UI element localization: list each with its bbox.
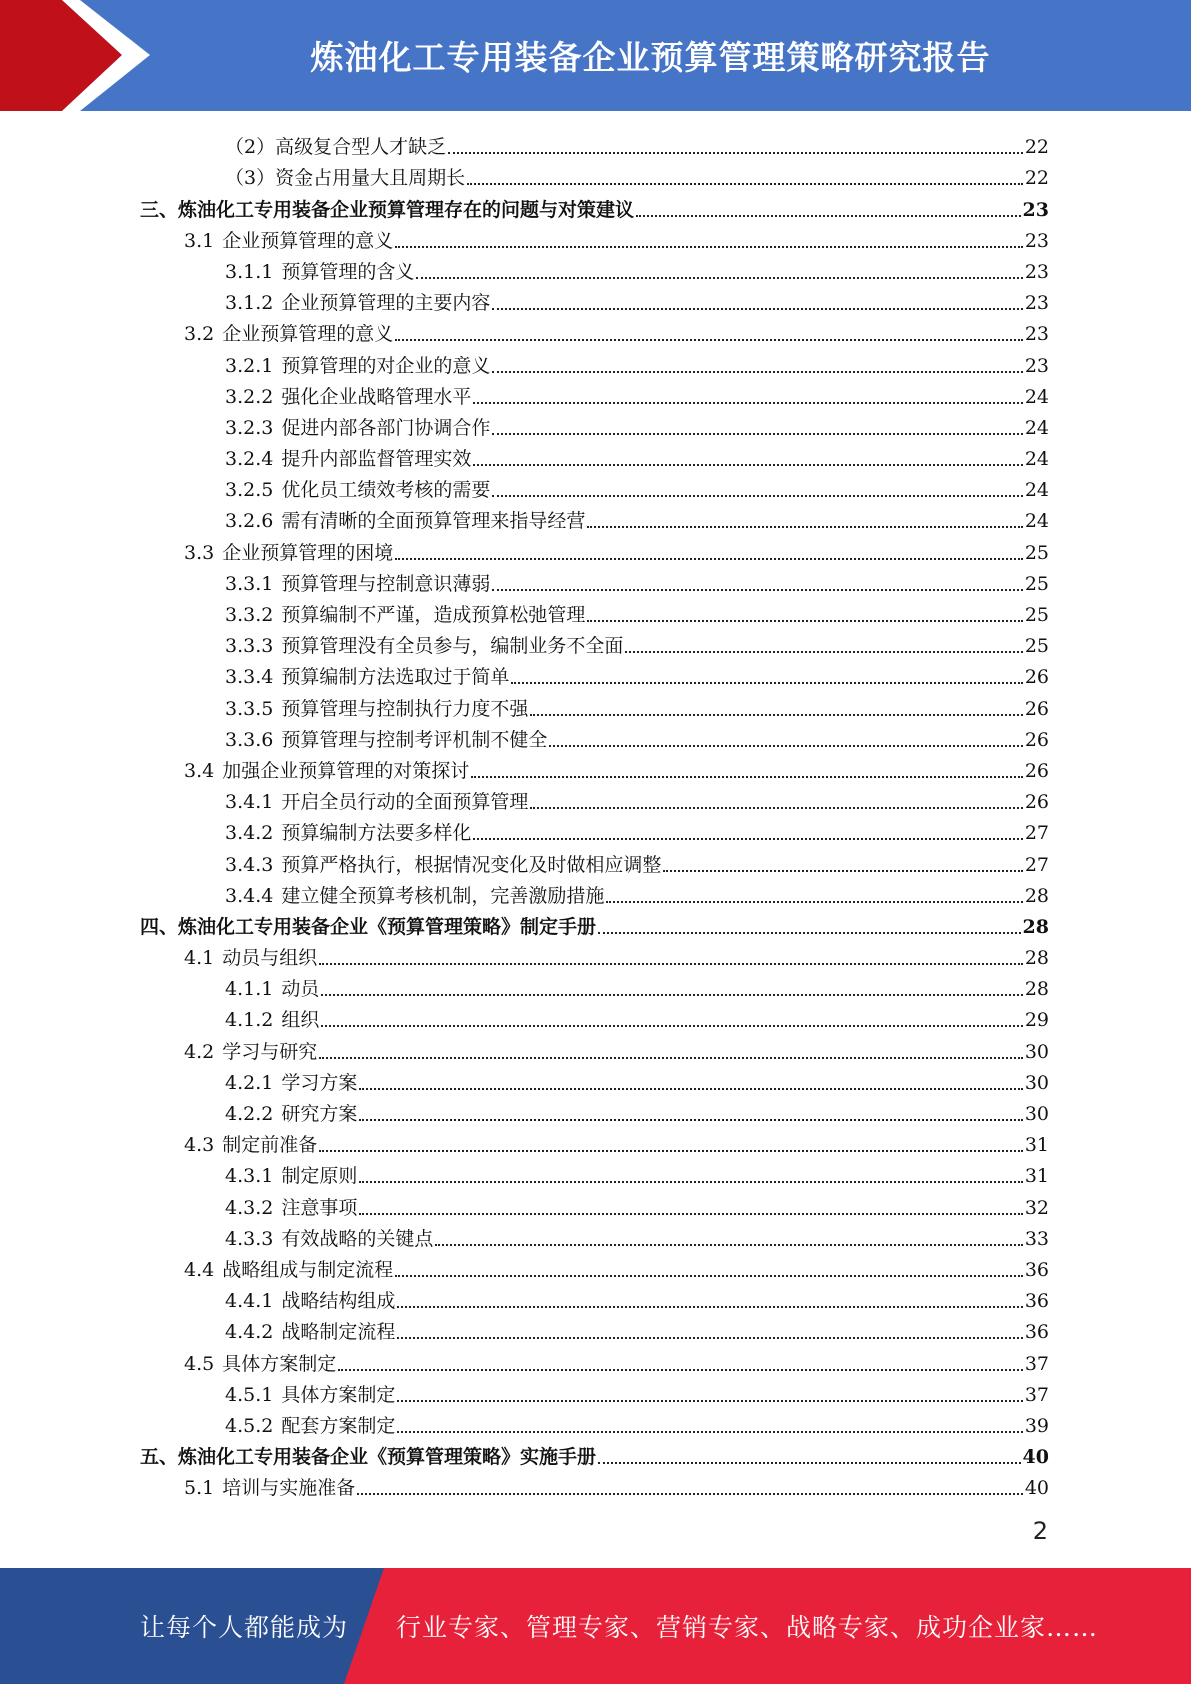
toc-entry-number: 3.2 [184,323,215,346]
toc-entry-label [225,354,490,378]
toc-entry-page: 23 [1024,229,1049,252]
toc-dot-leader [319,963,1023,965]
toc-dot-leader [473,402,1022,404]
page-header [0,0,1191,111]
toc-dot-leader [511,682,1022,684]
toc-entry-text: 五、炼油化工专用装备企业《预算管理策略》实施手册 [140,1446,597,1469]
toc-entry-label [184,1476,355,1500]
toc-entry-page: 36 [1024,1258,1049,1281]
toc-dot-leader [359,1213,1022,1215]
toc-entry-page: 31 [1024,1134,1049,1157]
toc-entry-page: 40 [1022,1446,1049,1469]
toc-entry[interactable] [140,658,1049,689]
toc-entry-text: 预算管理与控制意识薄弱 [281,572,491,595]
toc-entry-text: 预算编制不严谨，造成预算松弛管理 [281,604,586,626]
toc-entry[interactable] [140,502,1049,533]
toc-entry[interactable] [140,1376,1049,1407]
toc-entry-text: 预算管理与控制考评机制不健全 [281,728,548,751]
toc-entry-text: 战略组成与制定流程 [222,1258,394,1281]
toc-entry[interactable] [140,845,1049,876]
toc-entry-text: 建立健全预算考核机制，完善激励措施 [281,884,605,907]
toc-dot-leader [397,1431,1022,1433]
toc-entry-page: 27 [1024,822,1049,845]
toc-entry[interactable] [140,378,1049,409]
toc-entry-number: 3.3.3 [225,635,274,658]
toc-entry[interactable] [140,315,1049,346]
toc-dot-leader [338,1369,1023,1371]
toc-entry-text: 预算编制方法要多样化 [281,822,472,845]
toc-entry[interactable] [140,1064,1049,1095]
toc-entry-text: 企业预算管理的困境 [222,541,394,564]
toc-entry-text: 促进内部各部门协调合作 [281,416,491,439]
toc-dot-leader [395,558,1023,560]
toc-entry-page: 26 [1024,728,1049,751]
toc-entry-label [140,1445,596,1469]
toc-entry-number: 3.3.5 [225,697,274,720]
toc-entry-page: 25 [1024,635,1049,658]
toc-entry-label [184,1133,317,1157]
toc-entry[interactable] [140,1344,1049,1375]
toc-dot-leader [397,1337,1022,1339]
toc-entry-label [225,884,604,908]
toc-entry-text: 强化企业战略管理水平 [281,385,472,408]
toc-entry[interactable] [140,1188,1049,1219]
toc-entry-text: 战略结构组成 [281,1290,396,1313]
toc-entry-number: 3.3 [184,541,215,564]
toc-entry-label [225,728,547,752]
toc-dot-leader [606,901,1022,903]
toc-dot-leader [492,308,1022,310]
toc-entry-label [225,1414,395,1438]
toc-entry-text: 制定原则 [281,1165,358,1188]
toc-entry-label [184,229,393,253]
toc-entry[interactable] [140,159,1049,190]
toc-entry-page: 30 [1024,1103,1049,1125]
toc-entry-label [225,385,471,409]
toc-entry-number: 3.2.6 [225,510,274,533]
toc-entry-text: 学习方案 [281,1071,358,1094]
toc-entry-label [225,1320,395,1344]
toc-entry-text: 具体方案制定 [281,1383,396,1406]
toc-entry-label [184,1040,317,1064]
toc-entry[interactable] [140,222,1049,253]
toc-dot-leader [598,932,1021,934]
toc-dot-leader [492,433,1022,435]
toc-entry-page: 40 [1024,1477,1049,1500]
toc-entry-text: 预算管理与控制执行力度不强 [281,697,529,720]
toc-dot-leader [397,1400,1022,1402]
toc-entry-label [225,821,471,845]
toc-entry-label [225,665,509,689]
toc-entry-label [225,1164,357,1188]
toc-entry[interactable] [140,1032,1049,1063]
toc-entry-page: 28 [1024,884,1049,907]
toc-entry-number: 3.1.2 [225,292,274,315]
toc-dot-leader [359,1119,1022,1121]
toc-entry-number: 4.1 [184,947,215,970]
toc-dot-leader [492,589,1022,591]
toc-entry-page: 22 [1024,136,1049,159]
toc-entry-page: 30 [1024,1071,1049,1094]
toc-entry[interactable] [140,783,1049,814]
toc-entry-number: 3.3.6 [225,728,274,751]
toc-entry-number: 4.3.3 [225,1227,274,1250]
toc-entry-page: 26 [1024,791,1049,814]
toc-entry-label [225,1102,357,1126]
toc-entry[interactable] [140,471,1049,502]
toc-entry-number: 3.2.1 [225,354,274,377]
toc-dot-leader [359,1088,1022,1090]
toc-entry-label [225,447,471,471]
footer-slogan-left: 让每个人都能成为 [140,1613,349,1642]
toc-entry-text: 企业预算管理的意义 [222,229,394,252]
toc-dot-leader [549,745,1022,747]
toc-dot-leader [492,371,1022,373]
toc-entry-text: 开启全员行动的全面预算管理 [281,791,529,814]
toc-entry-label [225,1289,395,1313]
toc-entry-label [225,260,414,284]
toc-entry-text: 企业预算管理的主要内容 [281,292,491,315]
toc-dot-leader [473,464,1022,466]
toc-entry-label [184,946,317,970]
toc-entry-number: 4.1.2 [225,1009,274,1032]
toc-entry[interactable] [140,939,1049,970]
toc-entry-number: 3.1 [184,229,215,252]
toc-entry-number: 4.5.1 [225,1383,274,1406]
toc-dot-leader [321,994,1022,996]
toc-entry-page: 36 [1024,1290,1049,1313]
toc-entry-label [225,1008,319,1032]
table-of-contents [140,128,1049,1500]
toc-entry-label [225,509,585,533]
toc-entry-page: 26 [1024,666,1049,689]
toc-entry-label [184,759,469,783]
toc-entry[interactable] [140,128,1049,159]
page-footer [0,1568,1191,1684]
toc-dot-leader [587,620,1022,622]
toc-dot-leader [473,838,1022,840]
toc-dot-leader [435,1244,1022,1246]
toc-entry-text: 三、炼油化工专用装备企业预算管理存在的问题与对策建议 [140,198,635,221]
toc-entry-label [225,853,661,877]
toc-entry-label [225,634,623,658]
toc-entry-page: 28 [1022,915,1049,938]
toc-entry-page: 23 [1022,198,1049,221]
toc-entry-number: 3.4.1 [225,791,274,814]
toc-entry-text: 战略制定流程 [281,1321,396,1344]
toc-entry-page: 25 [1024,604,1049,626]
toc-entry[interactable] [140,1282,1049,1313]
toc-entry-label [225,416,490,440]
toc-entry-number: 4.3.2 [225,1196,274,1219]
toc-entry-text: 配套方案制定 [281,1414,396,1437]
toc-dot-leader [467,183,1023,185]
toc-entry-text: 注意事项 [281,1196,358,1219]
toc-entry-page: 24 [1024,479,1049,502]
toc-dot-leader [530,714,1022,716]
toc-entry-number: 3.2.3 [225,416,274,439]
toc-entry-page: 23 [1024,292,1049,315]
toc-entry-page: 37 [1024,1383,1049,1406]
toc-entry-label [184,1352,336,1376]
toc-entry[interactable] [140,1251,1049,1282]
toc-entry-number: 3.3.4 [225,666,274,689]
toc-entry-page: 25 [1024,572,1049,595]
toc-entry[interactable] [140,284,1049,315]
toc-entry-number: 4.3.1 [225,1165,274,1188]
toc-entry-number: 3.4 [184,759,215,782]
toc-entry[interactable] [140,409,1049,440]
toc-dot-leader [397,1306,1022,1308]
toc-entry-text: 培训与实施准备 [222,1477,356,1500]
toc-entry-page: 25 [1024,541,1049,564]
toc-entry[interactable] [140,253,1049,284]
toc-entry[interactable] [140,1001,1049,1032]
toc-entry[interactable] [140,1313,1049,1344]
toc-entry-text: 企业预算管理的意义 [222,323,394,346]
toc-entry-label [225,166,465,190]
toc-entry-text: 优化员工绩效考核的需要 [281,479,491,502]
toc-entry-number: 4.5.2 [225,1414,274,1437]
toc-entry-page: 32 [1024,1196,1049,1219]
toc-dot-leader [492,495,1022,497]
toc-entry-label [184,1258,393,1282]
toc-entry-label [225,478,490,502]
toc-entry-page: 26 [1024,697,1049,720]
footer-slogan-right: 行业专家、管理专家、营销专家、战略专家、成功企业家…… [396,1613,1099,1642]
toc-entry-page: 23 [1024,354,1049,377]
toc-dot-leader [663,870,1022,872]
toc-entry-number: 4.5 [184,1352,215,1375]
toc-entry-label [225,603,585,627]
toc-dot-leader [395,246,1023,248]
toc-entry-text: 制定前准备 [222,1134,318,1157]
toc-entry-number: 3.2.5 [225,479,274,502]
toc-dot-leader [319,1150,1023,1152]
toc-entry-label [225,291,490,315]
toc-entry-text: 加强企业预算管理的对策探讨 [222,759,470,782]
toc-entry-text: （3）资金占用量大且周期长 [225,167,466,190]
toc-entry-text: 需有清晰的全面预算管理来指导经营 [281,510,586,533]
toc-entry-number: 4.3 [184,1134,215,1157]
toc-entry-page: 24 [1024,448,1049,471]
header-title: 炼油化工专用装备企业预算管理策略研究报告 [310,38,991,77]
toc-entry-number: 3.2.4 [225,448,274,471]
toc-entry-label [184,322,393,346]
toc-entry-label [225,697,528,721]
toc-entry[interactable] [140,877,1049,908]
toc-entry-label [225,1383,395,1407]
toc-entry-page: 22 [1024,167,1049,190]
toc-entry-label [140,915,596,939]
toc-entry-text: 动员 [281,978,320,1001]
toc-dot-leader [416,277,1022,279]
toc-entry-number: 3.3.2 [225,604,274,626]
toc-entry[interactable] [140,721,1049,752]
toc-entry-page: 39 [1024,1414,1049,1437]
toc-entry[interactable] [140,1407,1049,1438]
toc-entry-page: 24 [1024,385,1049,408]
toc-entry-number: 4.4.1 [225,1290,274,1313]
toc-entry-text: 预算管理的含义 [281,260,415,283]
toc-entry-page: 23 [1024,260,1049,283]
toc-entry[interactable] [140,627,1049,658]
toc-dot-leader [587,526,1022,528]
toc-entry[interactable] [140,346,1049,377]
toc-entry-label [225,790,528,814]
toc-entry[interactable] [140,1469,1049,1500]
toc-entry-label [225,1196,357,1220]
toc-dot-leader [471,776,1023,778]
toc-entry-number: 4.2 [184,1040,215,1063]
toc-entry[interactable] [140,565,1049,596]
toc-dot-leader [357,1493,1023,1495]
toc-entry-page: 24 [1024,510,1049,533]
toc-entry-page: 24 [1024,416,1049,439]
toc-entry-number: 3.4.2 [225,822,274,845]
toc-entry[interactable] [140,596,1049,627]
toc-entry-text: 有效战略的关键点 [281,1227,434,1250]
toc-entry-page: 26 [1024,759,1049,782]
toc-entry[interactable] [140,1220,1049,1251]
page-number: 2 [1032,1517,1048,1545]
toc-entry-page: 36 [1024,1321,1049,1344]
toc-entry[interactable] [140,440,1049,471]
toc-entry-label [225,572,490,596]
toc-dot-leader [598,1462,1021,1464]
toc-entry-number: 4.1.1 [225,978,274,1001]
toc-dot-leader [395,339,1023,341]
toc-dot-leader [625,651,1022,653]
toc-entry-text: 学习与研究 [222,1040,318,1063]
toc-entry-text: 预算管理没有全员参与，编制业务不全面 [281,635,624,658]
toc-entry-page: 27 [1024,853,1049,876]
toc-entry-label [225,1227,433,1251]
toc-entry-text: （2）高级复合型人才缺乏 [225,136,447,159]
toc-entry-text: 预算编制方法选取过于简单 [281,666,510,689]
toc-entry-page: 28 [1024,947,1049,970]
toc-entry[interactable] [140,752,1049,783]
toc-entry-text: 预算管理的对企业的意义 [281,354,491,377]
toc-entry-text: 提升内部监督管理实效 [281,448,472,471]
toc-entry-page: 28 [1024,978,1049,1001]
toc-entry-page: 29 [1024,1009,1049,1032]
toc-entry-number: 3.1.1 [225,260,274,283]
toc-entry[interactable] [140,1126,1049,1157]
toc-entry[interactable] [140,1095,1049,1126]
toc-entry-page: 31 [1024,1165,1049,1188]
toc-entry-number: 3.4.3 [225,853,274,876]
toc-entry-page: 30 [1024,1040,1049,1063]
toc-entry-number: 4.4 [184,1258,215,1281]
toc-entry-number: 4.2.2 [225,1103,274,1125]
toc-entry-page: 33 [1024,1227,1049,1250]
toc-entry-text: 动员与组织 [222,947,318,970]
toc-entry-text: 组织 [281,1009,320,1032]
toc-entry[interactable] [140,908,1049,939]
toc-entry-page: 23 [1024,323,1049,346]
toc-dot-leader [319,1057,1023,1059]
toc-entry[interactable] [140,1438,1049,1469]
toc-entry[interactable] [140,533,1049,564]
toc-entry-label [140,198,634,222]
toc-entry-text: 研究方案 [281,1103,358,1125]
toc-entry-number: 3.2.2 [225,385,274,408]
toc-entry-label [225,977,319,1001]
toc-entry[interactable] [140,1157,1049,1188]
toc-entry[interactable] [140,190,1049,221]
toc-dot-leader [636,215,1021,217]
toc-entry-number: 3.4.4 [225,884,274,907]
toc-entry-number: 3.3.1 [225,572,274,595]
toc-entry-number: 4.2.1 [225,1071,274,1094]
toc-dot-leader [395,1275,1023,1277]
toc-entry-text: 预算严格执行，根据情况变化及时做相应调整 [281,853,662,876]
toc-dot-leader [448,152,1023,154]
toc-entry[interactable] [140,689,1049,720]
toc-dot-leader [321,1025,1022,1027]
toc-entry-number: 4.4.2 [225,1321,274,1344]
toc-entry-text: 四、炼油化工专用装备企业《预算管理策略》制定手册 [140,915,597,938]
toc-entry-text: 具体方案制定 [222,1352,337,1375]
toc-entry-label [225,1071,357,1095]
toc-entry-page: 37 [1024,1352,1049,1375]
toc-entry-label [184,541,393,565]
toc-dot-leader [530,807,1022,809]
toc-entry[interactable] [140,814,1049,845]
toc-entry-number: 5.1 [184,1477,215,1500]
toc-entry[interactable] [140,970,1049,1001]
toc-dot-leader [359,1181,1022,1183]
toc-entry-label [225,135,446,159]
